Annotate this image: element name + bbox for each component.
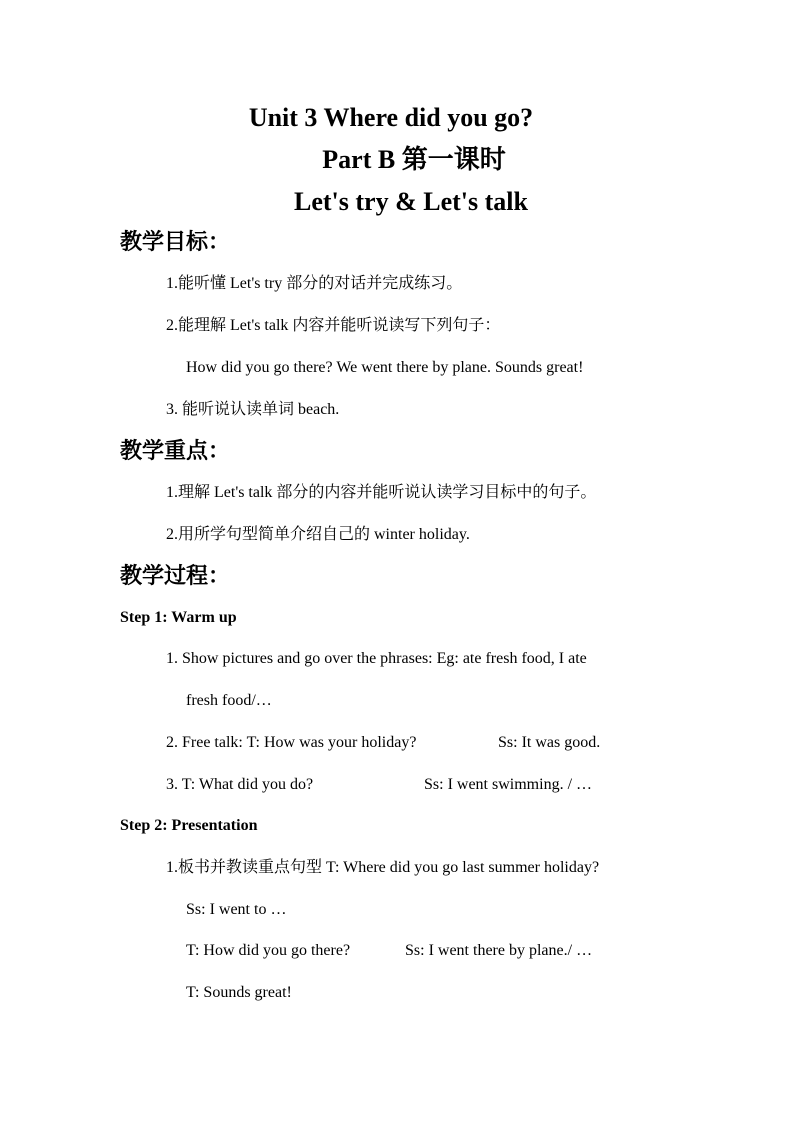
step2-teacher-question: T: How did you go there?	[186, 942, 351, 959]
key-point-item-1: 1.理解 Let's talk 部分的内容并能听说认读学习目标中的句子。	[166, 484, 597, 501]
step1-title: Step 1: Warm up	[120, 609, 237, 626]
title-unit: Unit 3 Where did you go?	[248, 103, 534, 132]
title-lesson: Let's try & Let's talk	[294, 187, 528, 216]
title-part: Part B 第一课时	[322, 145, 506, 174]
step1-item3-students: Ss: I went swimming. / …	[424, 776, 593, 793]
objective-item-1: 1.能听懂 Let's try 部分的对话并完成练习。	[166, 275, 463, 292]
step1-item1-line1: 1. Show pictures and go over the phrases: Eg: ate fresh food, I ate	[166, 650, 587, 667]
key-points-heading: 教学重点：	[120, 438, 231, 463]
objective-sentences: How did you go there? We went there by plane. Sounds great!	[186, 359, 584, 376]
step2-students-line: Ss: I went to …	[186, 901, 287, 918]
step2-item1: 1.板书并教读重点句型 T: Where did you go last summer holiday?	[166, 859, 600, 876]
step2-students-answer: Ss: I went there by plane./ …	[405, 942, 593, 959]
objective-item-2: 2.能理解 Let's talk 内容并能听说读写下列句子：	[166, 317, 501, 334]
objectives-heading: 教学目标：	[120, 229, 231, 254]
step1-item1-line2: fresh food/…	[186, 692, 272, 709]
step2-teacher-response: T: Sounds great!	[186, 984, 292, 1001]
process-heading: 教学过程：	[120, 563, 231, 588]
step1-item2-students: Ss: It was good.	[498, 734, 601, 751]
objective-item-3: 3. 能听说认读单词 beach.	[166, 401, 340, 418]
step1-item2-teacher: 2. Free talk: T: How was your holiday?	[166, 734, 417, 751]
key-point-item-2: 2.用所学句型简单介绍自己的 winter holiday.	[166, 526, 470, 543]
step1-item3-teacher: 3. T: What did you do?	[166, 776, 314, 793]
step2-title: Step 2: Presentation	[120, 817, 258, 834]
